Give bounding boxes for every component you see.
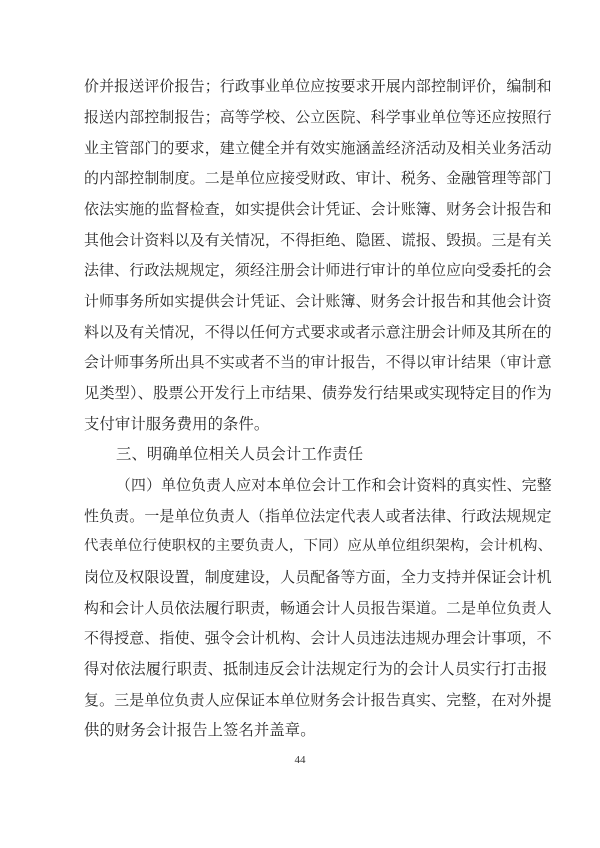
text-line-5: 依法实施的监督检查，如实提供会计凭证、会计账簿、财务会计报告和 <box>84 200 552 218</box>
text-line-11: 见类型）、股票公开发行上市结果、债券发行结果或实现特定目的作为 <box>84 384 552 402</box>
text-line-6: 其他会计资料以及有关情况，不得拒绝、隐匿、谎报、毁损。三是有关 <box>84 231 552 249</box>
text-line-12: 支付审计服务费用的条件。 <box>84 415 270 433</box>
text-line-9: 料以及有关情况，不得以任何方式要求或者示意注册会计师及其所在的 <box>84 323 552 341</box>
text-line-20: 得对依法履行职责、抵制违反会计法规定行为的会计人员实行打击报 <box>84 660 548 678</box>
text-line-17: 岗位及权限设置，制度建设，人员配备等方面，全力支持并保证会计机 <box>84 568 552 586</box>
text-line-4: 的内部控制制度。二是单位应接受财政、审计、税务、金融管理等部门 <box>84 169 552 187</box>
text-line-21: 复。三是单位负责人应保证本单位财务会计报告真实、完整，在对外提 <box>84 691 552 709</box>
text-line-10: 会计师事务所出具不实或者不当的审计报告，不得以审计结果（审计意 <box>84 353 552 371</box>
section-heading: 三、明确单位相关人员会计工作责任 <box>116 445 364 463</box>
text-line-19: 不得授意、指使、强令会计机构、会计人员违法违规办理会计事项，不 <box>84 629 552 647</box>
page-number: 44 <box>294 754 306 766</box>
text-line-7: 法律、行政法规规定，须经注册会计师进行审计的单位应向受委托的会 <box>84 261 552 279</box>
text-line-1: 价并报送评价报告；行政事业单位应按要求开展内部控制评价，编制和 <box>84 77 552 95</box>
text-line-22: 供的财务会计报告上签名并盖章。 <box>84 721 316 739</box>
text-line-15: 性负责。一是单位负责人（指单位法定代表人或者法律、行政法规规定 <box>84 507 552 525</box>
text-line-18: 构和会计人员依法履行职责，畅通会计人员报告渠道。二是单位负责人 <box>84 599 552 617</box>
text-line-14: （四）单位负责人应对本单位会计工作和会计资料的真实性、完整 <box>116 476 552 494</box>
text-line-16: 代表单位行使职权的主要负责人，下同）应从单位组织架构，会计机构、 <box>84 538 553 554</box>
text-line-2: 报送内部控制报告；高等学校、公立医院、科学事业单位等还应按照行 <box>84 108 552 126</box>
text-line-8: 计师事务所如实提供会计凭证、会计账簿、财务会计报告和其他会计资 <box>84 292 552 310</box>
text-line-3: 业主管部门的要求，建立健全并有效实施涵盖经济活动及相关业务活动 <box>84 139 552 157</box>
